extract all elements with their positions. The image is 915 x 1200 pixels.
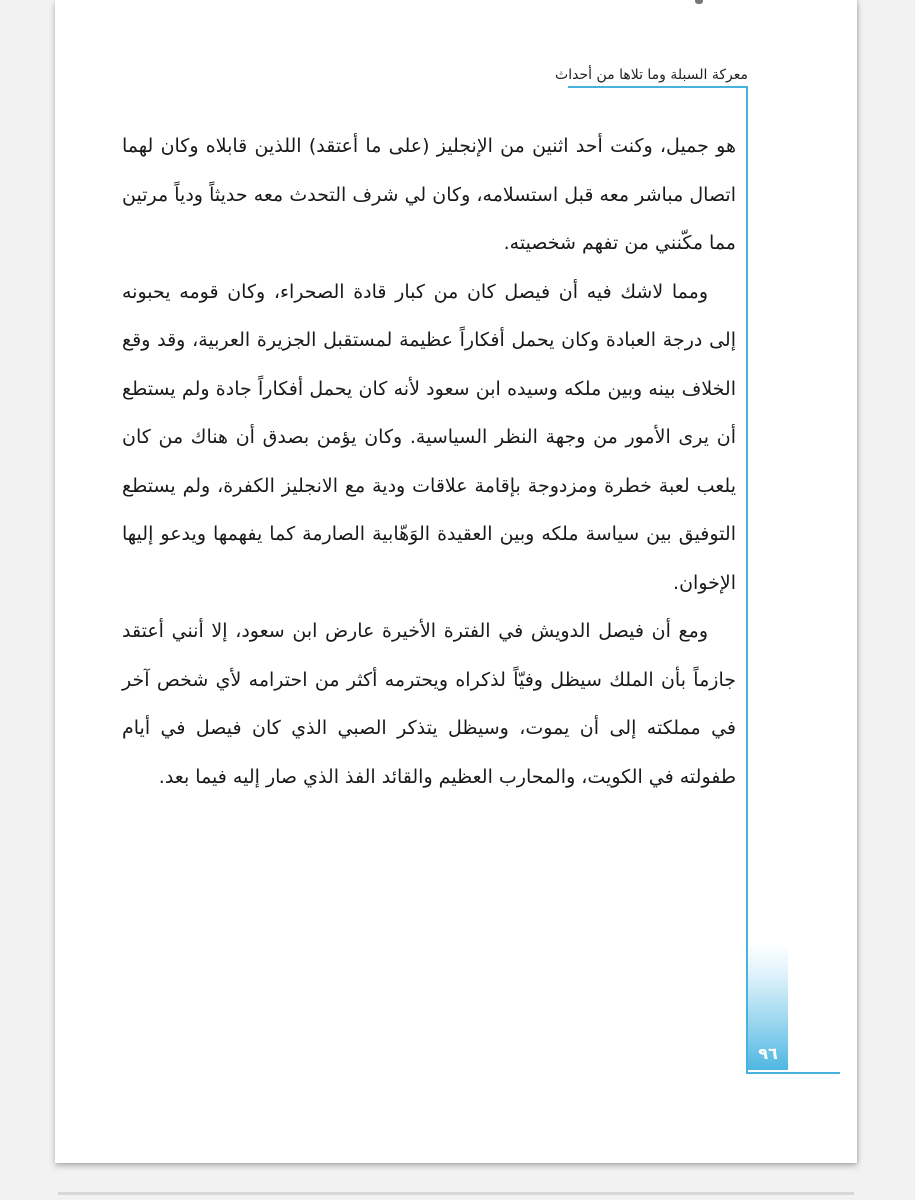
page-top-mark <box>695 0 703 4</box>
paragraph-1: هو جميل، وكنت أحد اثنين من الإنجليز (على ما أعتقد) اللذين قابلاه وكان لهما اتصال مباشر معه قبل استسلامه، وكان لي شرف التحدث معه حديثاً ودياً مرتين مما مكّنني من تفهم شخصيته. <box>122 135 736 254</box>
running-header: معركة السبلة وما تلاها من أحداث <box>555 67 748 83</box>
header-rule <box>568 86 748 88</box>
paragraph-2: ومما لاشك فيه أن فيصل كان من كبار قادة الصحراء، وكان قومه يحبونه إلى درجة العبادة وكان يحمل أفكاراً عظيمة لمستقبل الجزيرة العربية، وقد وقع الخلاف بينه وبين ملكه وسيده ابن سعود لأنه كان يحمل أفكاراً جادة ولم يستطع أن يرى الأمور من وجهة النظر السياسية. وكان يؤمن بصدق أن هناك من كان يلعب لعبة خطرة ومزدوجة بإقامة علاقات ودية مع الانجليز الكفرة، ولم يستطع التوفيق بين سياسة ملكه وبين العقيدة الوَهّابية الصارمة كما يفهمها ويدعو إليها الإخوان. <box>122 280 736 594</box>
page-number: ٩٦ <box>758 1044 778 1063</box>
bottom-rule <box>746 1072 840 1074</box>
next-page-edge <box>58 1192 854 1195</box>
side-rule <box>746 86 748 1074</box>
paragraph-3: ومع أن فيصل الدويش في الفترة الأخيرة عارض ابن سعود، إلا أنني أعتقد جازماً بأن الملك سيظل وفيّاً لذكراه ويحترمه أكثر من احترامه لأي شخص آخر في مملكته إلى أن يموت، وسيظل يتذكر الصبي الذي كان فيصل في أيام طفولته في الكويت، والمحارب العظيم والقائد الفذ الذي صار إليه فيما بعد. <box>122 620 736 788</box>
body-text <box>122 122 736 801</box>
